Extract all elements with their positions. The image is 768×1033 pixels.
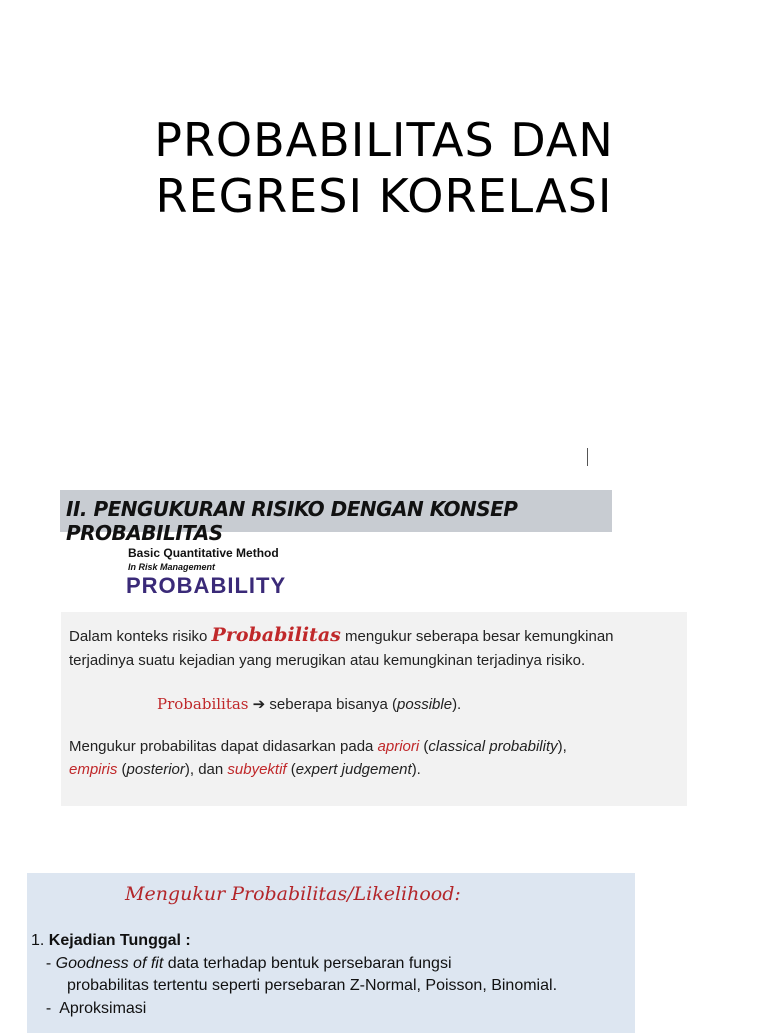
probabilitas-term: Probabilitas <box>157 695 249 713</box>
text-fragment: seberapa bisanya ( <box>269 696 398 713</box>
definition-line-3 <box>157 695 461 713</box>
list-dash: - <box>37 955 56 972</box>
section-header-banner <box>60 490 612 545</box>
likelihood-heading: Mengukur Probabilitas/Likelihood: <box>125 883 461 905</box>
likelihood-item-1 <box>31 932 191 950</box>
text-fragment: expert judgement <box>295 761 412 778</box>
likelihood-sub-item-1 <box>37 955 452 973</box>
apriori-term: apriori <box>377 738 420 755</box>
list-number: 1. <box>31 932 49 949</box>
text-fragment: ( <box>117 761 127 778</box>
method-subtitle: In Risk Management <box>128 562 216 572</box>
text-cursor-line <box>587 448 588 466</box>
title-line-1: PROBABILITAS DAN <box>154 113 614 167</box>
arrow-icon: ➔ <box>248 696 270 713</box>
text-fragment: ( <box>286 761 296 778</box>
text-fragment: mengukur seberapa besar kemungkinan <box>340 628 614 645</box>
likelihood-sub-item-1-cont: probabilitas tertentu seperti persebaran Z-Normal, Poisson, Binomial. <box>67 977 558 994</box>
text-fragment: ( <box>419 738 429 755</box>
subyektif-term: subyektif <box>227 761 287 778</box>
text-fragment: ). <box>411 761 421 778</box>
definition-line-5 <box>69 761 421 778</box>
section-header-text: II. PENGUKURAN RISIKO DENGAN KONSEP PROBABILITAS <box>66 497 518 545</box>
probability-heading: PROBABILITY <box>126 573 287 598</box>
title-line-2: REGRESI KORELASI <box>155 169 613 223</box>
text-fragment: possible <box>397 696 453 713</box>
text-fragment: data terhadap bentuk persebaran fungsi <box>163 955 452 972</box>
likelihood-box <box>27 873 635 1033</box>
definition-line-4 <box>69 738 567 755</box>
definition-box <box>61 612 687 806</box>
text-fragment: classical probability <box>428 738 558 755</box>
text-fragment: ), dan <box>184 761 228 778</box>
method-title: Basic Quantitative Method <box>128 546 279 560</box>
text-fragment: posterior <box>126 761 185 778</box>
text-fragment: Goodness of fit <box>55 955 164 972</box>
likelihood-sub-item-2: - Aproksimasi <box>37 1000 147 1017</box>
text-fragment: ). <box>452 696 462 713</box>
list-label: Kejadian Tunggal : <box>48 932 191 949</box>
text-fragment: Dalam konteks risiko <box>69 628 212 645</box>
text-fragment: Mengukur probabilitas dapat didasarkan pada <box>69 738 378 755</box>
definition-line-2: terjadinya suatu kejadian yang merugikan atau kemungkinan terjadinya risiko. <box>69 652 586 669</box>
slide-title <box>0 112 768 224</box>
text-fragment: ), <box>557 738 567 755</box>
definition-line-1 <box>69 624 614 646</box>
probabilitas-emphasis: Probabilitas <box>211 624 341 646</box>
empiris-term: empiris <box>69 761 118 778</box>
